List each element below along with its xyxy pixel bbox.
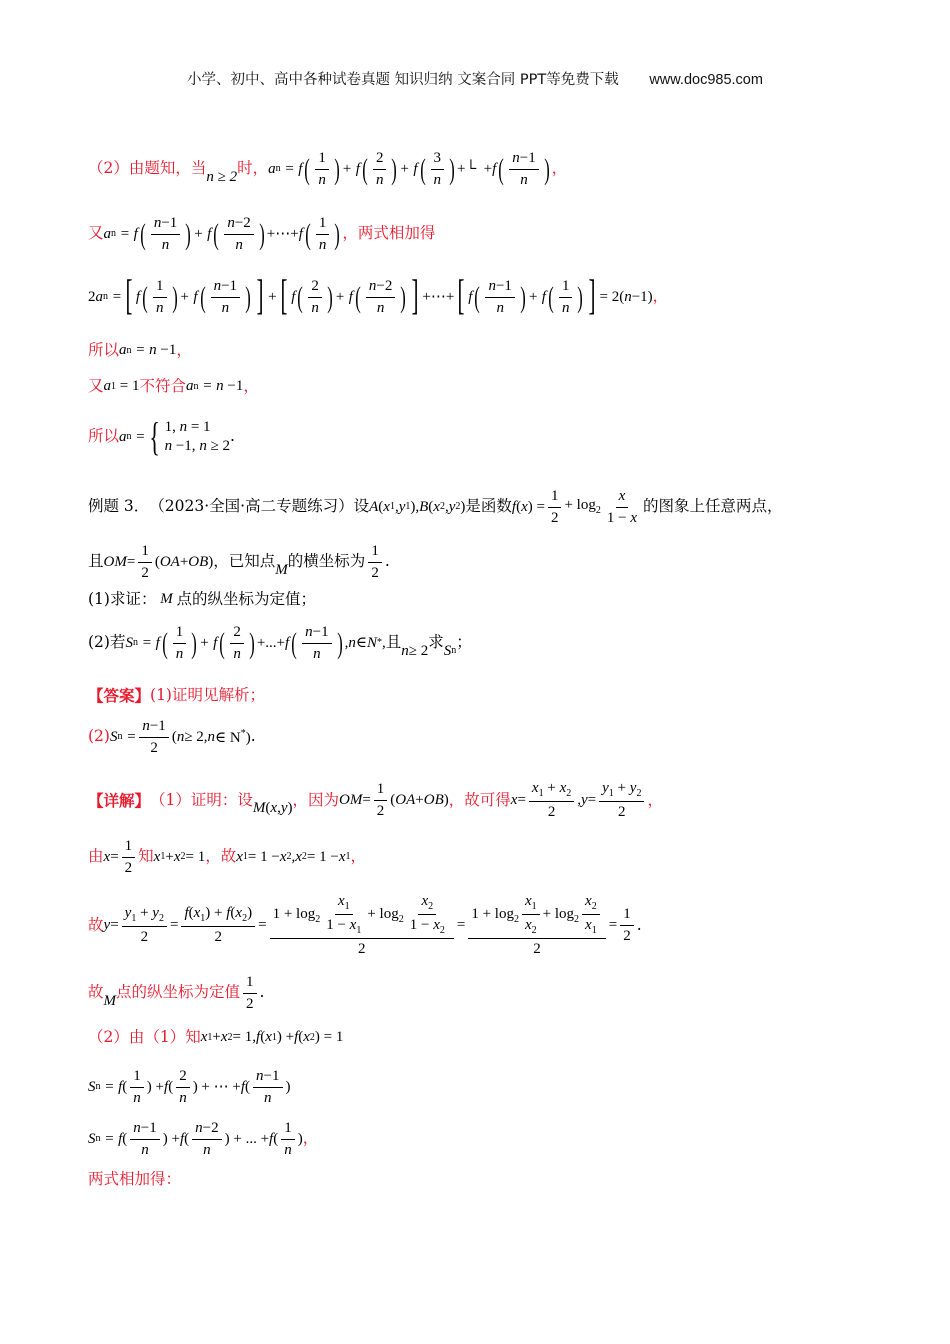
detail-line-4: 故 M 点的纵坐标为定值 $\frac{1}{2}$ .	[88, 974, 265, 1012]
example3-statement: 例题 3． （2023·全国·高二专题练习）设 A ( x 1 , y 1 ), B ( x 2 , y 2 ) 是函数 f ( x ) = $\frac{1}{2}$ + $\log_2$ $\frac{x}{1 - x}$ 的图象上任意两点，	[88, 488, 783, 526]
solution-line-piecewise: 所以 a n = { 1, n = 1 n −1, n ≥ 2 .	[88, 414, 235, 459]
solution-line-an-def: （2）由题知，当 n ≥ 2 时， a n = f ( $\frac{1}{n}$ ) + f ( $\frac{2}{n}$ ) + f ( $\frac{3}{n}$ ) +└ + f ( $\frac{n-1}{n}$ ) ，	[88, 150, 568, 188]
example-label: 例题 3．	[88, 497, 150, 516]
header-site-link[interactable]: www.doc985.com	[649, 72, 763, 88]
detail-line-sn-2: S n = f ( $\frac{n-1}{n}$ ) + f ( $\frac{n-2}{n}$ ) + ... + f ( $\frac{1}{n}$ ) ，	[88, 1120, 319, 1158]
solution-line-an-result: 所以 a n = n −1 ，	[88, 341, 192, 359]
detail-line-3: 故 y = $\frac{y_1 + y_2}{2}$ = $\frac{f(x_1) + f(x_2)}{2}$ = $1 + \log_2$ $\frac{x_1}{1 - x_1}$ + $\log_2$ $\frac{x_2}{1 - x_2}$ 2 = $1 + \log_2$ $\frac{x_1}{x_2}$ + $\log_2$ $\frac{x_2}{x_1}$ 2 = $\frac{1}{2}$ .	[88, 893, 642, 957]
example3-condition: 且 OM = $\frac{1}{2}$ ( OA + OB ) ，已知点 M 的横坐标为 $\frac{1}{2}$ .	[88, 543, 390, 581]
page-header	[0, 68, 950, 89]
formula-an-sum: a n = f ( $\frac{1}{n}$ ) + f ( $\frac{2}{n}$ ) + f ( $\frac{3}{n}$ ) +└ + f ( $\frac{n-1}{n}$ )	[268, 150, 550, 188]
detail-line-sn-1: S n = f ( $\frac{1}{n}$ ) + f ( $\frac{2}{n}$ ) + ⋯ + f ( $\frac{n-1}{n}$ )	[88, 1068, 291, 1106]
detail-line-5: （2）由（1）知 x 1 + x 2 = 1, f ( x 1 ) + f ( x 2 ) = 1	[88, 1028, 344, 1046]
answer-line-2: (2) S n = $\frac{n-1}{2}$ ( n ≥ 2, n ∈ N*) .	[88, 718, 256, 756]
solution-line-a1: 又 a 1 = 1 不符合 a n = n −1 ，	[88, 377, 259, 395]
solution-line-2an: 2 a n = [ f ( $\frac{1}{n}$ ) + f ( $\frac{n-1}{n}$ ) ] + [ f ( $\frac{2}{n}$ ) + f ( $\frac{n-2}{n}$ ) ] +⋯+ [ f ( $\frac{n-1}{n}$ ) + f ( $\frac{1}{n}$ ) ] = 2( n −1) ，	[88, 273, 669, 320]
example3-q2: (2)若 S n = f ( $\frac{1}{n}$ ) + f ( $\frac{2}{n}$ ) +...+ f ( $\frac{n-1}{n}$ ) , n ∈ N * , 且 n ≥ 2 求 S n ；	[88, 624, 472, 662]
detail-line-2: 由 x = $\frac{1}{2}$ 知 x 1 + x 2 = 1 ， 故 x 1 = 1 − x 2 , x 2 = 1 − x 1 ，	[88, 838, 367, 876]
answer-line-1: 【答案】 (1)证明见解析；	[88, 686, 265, 705]
header-text: 小学、初中、高中各种试卷真题 知识归纳 文案合同 PPT等免费下载	[187, 72, 619, 88]
detail-line-1: 【详解】 （1）证明：设 M ( x , y ) ，因为 OM = $\frac{1}{2}$ ( OA + OB ) ，故可得 x = $\frac{x_1 + x_2}{2}$ , y = $\frac{y_1 + y_2}{2}$ ，	[88, 780, 663, 820]
detail-line-sum: 两式相加得：	[88, 1170, 182, 1188]
solution-line-an-reverse: 又 a n = f ( $\frac{n-1}{n}$ ) + f ( $\frac{n-2}{n}$ ) +⋯+ f ( $\frac{1}{n}$ ) ，两式相加得	[88, 215, 436, 253]
example3-q1: (1)求证： M 点的纵坐标为定值；	[88, 590, 316, 608]
